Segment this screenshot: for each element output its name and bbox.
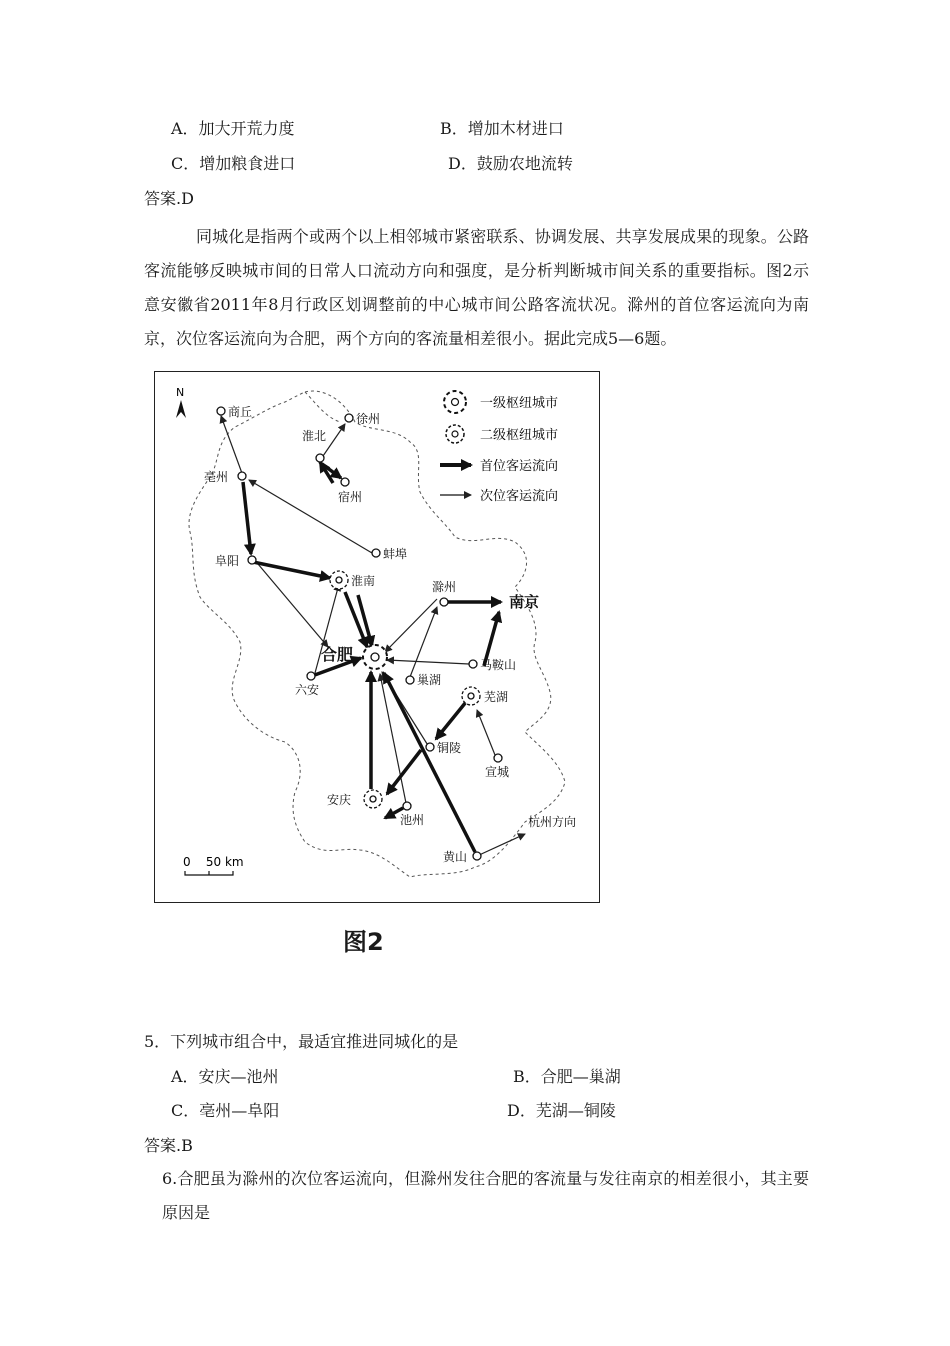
flow-maanshan-hefei — [387, 660, 469, 664]
city-dot-xuzhou — [345, 414, 353, 422]
level2-hub-icon — [446, 425, 464, 443]
city-dot-chuzhou — [440, 598, 448, 606]
city-label-bengbu: 蚌埠 — [383, 547, 408, 561]
legend-label: 次位客运流向 — [480, 489, 559, 504]
flow-wuhu-tongling — [436, 702, 466, 739]
city-dot-shangqiu — [217, 407, 225, 415]
city-markers — [217, 407, 502, 860]
q5-option-a[interactable]: A．安庆—池州 — [171, 1067, 279, 1086]
legend-label: 二级枢纽城市 — [480, 428, 559, 443]
city-label-liuan: 六安 — [295, 683, 320, 697]
city-label-suzhou: 宿州 — [338, 490, 363, 504]
city-label-shangqiu: 商丘 — [228, 405, 253, 419]
city-dot-chizhou — [403, 802, 411, 810]
city-dot-tongling — [426, 743, 434, 751]
q4-answer: 答案.D — [144, 189, 194, 208]
q5-option-c[interactable]: C．亳州—阜阳 — [171, 1101, 280, 1120]
city-label-hangzhou: 杭州方向 — [528, 815, 577, 829]
flow-chuzhou-hefei — [385, 599, 437, 652]
legend-label: 一级枢纽城市 — [480, 396, 559, 411]
q5-option-d[interactable]: D．芜湖—铜陵 — [507, 1101, 616, 1120]
figure-caption: 图2 — [343, 928, 384, 956]
city-label-maanshan: 马鞍山 — [480, 658, 517, 672]
q5-option-b[interactable]: B．合肥—巢湖 — [513, 1067, 621, 1086]
city-dot-liuan — [307, 672, 315, 680]
city-label-huangshan: 黄山 — [443, 850, 468, 864]
city-dot-fuyang — [248, 556, 256, 564]
q6-stem: 6.合肥虽为滁州的次位客运流向，但滁州发往合肥的客流量与发往南京的相差很小，其主要原因是 — [162, 1169, 809, 1222]
map-figure — [154, 371, 600, 903]
city-dot-huaibei — [316, 454, 324, 462]
q4-option-b[interactable]: B．增加木材进口 — [440, 119, 564, 138]
q5-answer: 答案.B — [144, 1136, 193, 1155]
city-dot-bozhou — [238, 472, 246, 480]
city-label-tongling: 铜陵 — [437, 741, 462, 755]
flow-chaohu-chuzhou — [410, 607, 437, 677]
q4-option-d[interactable]: D．鼓励农地流转 — [448, 154, 573, 173]
q4-option-c[interactable]: C．增加粮食进口 — [171, 154, 296, 173]
city-dot-suzhou — [341, 478, 349, 486]
intro-paragraph: 同城化是指两个或两个以上相邻城市紧密联系、协调发展、共享发展成果的现象。公路客流能够反映城市间的日常人口流动方向和强度，是分析判断城市间关系的重要指标。图2示意安徽省2011年8月行政区划调整前的中心城市间公路客流状况。滁州的首位客运流向为南京，次位客运流向为合肥，两个方向的客流量相差很小。据此完成5—6题。 — [144, 227, 809, 348]
city-dot-chaohu — [406, 676, 414, 684]
flow-huangshan-hangzhou — [477, 834, 525, 856]
flow-bozhou-shangqiu — [221, 416, 243, 476]
city-label-xuancheng: 宣城 — [485, 765, 510, 779]
scale-bar — [183, 855, 244, 875]
scale-label: 0 50 km — [183, 855, 244, 869]
q4-option-a[interactable]: A．加大开荒力度 — [171, 119, 295, 138]
city-label-fuyang: 阜阳 — [215, 554, 240, 568]
city-label-chaohu: 巢湖 — [417, 673, 442, 687]
city-label-hefei: 合肥 — [321, 645, 354, 664]
level1-hub-icon — [444, 391, 466, 413]
city-label-chizhou: 池州 — [400, 813, 425, 827]
north-arrow-icon — [176, 386, 186, 418]
flow-huaibei-xuzhou — [323, 424, 345, 456]
city-dot-huangshan — [473, 852, 481, 860]
city-dot-bengbu — [372, 549, 380, 557]
city-label-chuzhou: 滁州 — [432, 580, 457, 594]
city-label-nanjing: 南京 — [509, 593, 540, 611]
city-dot-xuancheng — [494, 754, 502, 762]
flow-fuyang-huainan — [253, 562, 330, 578]
legend — [440, 391, 558, 504]
flow-bozhou-fuyang — [243, 482, 251, 554]
city-dot-maanshan — [469, 660, 477, 668]
flow-tongling-anqing — [387, 750, 421, 794]
north-label: N — [176, 386, 185, 399]
flow-xuancheng-wuhu — [477, 710, 495, 755]
city-label-huaibei: 淮北 — [302, 429, 327, 443]
city-label-xuzhou: 徐州 — [356, 412, 381, 426]
city-label-anqing: 安庆 — [327, 793, 352, 807]
city-label-huainan: 淮南 — [351, 574, 376, 588]
anhui-flow-map — [155, 372, 599, 902]
q5-stem: 5．下列城市组合中，最适宜推进同城化的是 — [144, 1032, 459, 1051]
city-label-wuhu: 芜湖 — [484, 690, 509, 704]
city-label-bozhou: 亳州 — [204, 470, 229, 484]
legend-label: 首位客运流向 — [480, 459, 559, 474]
